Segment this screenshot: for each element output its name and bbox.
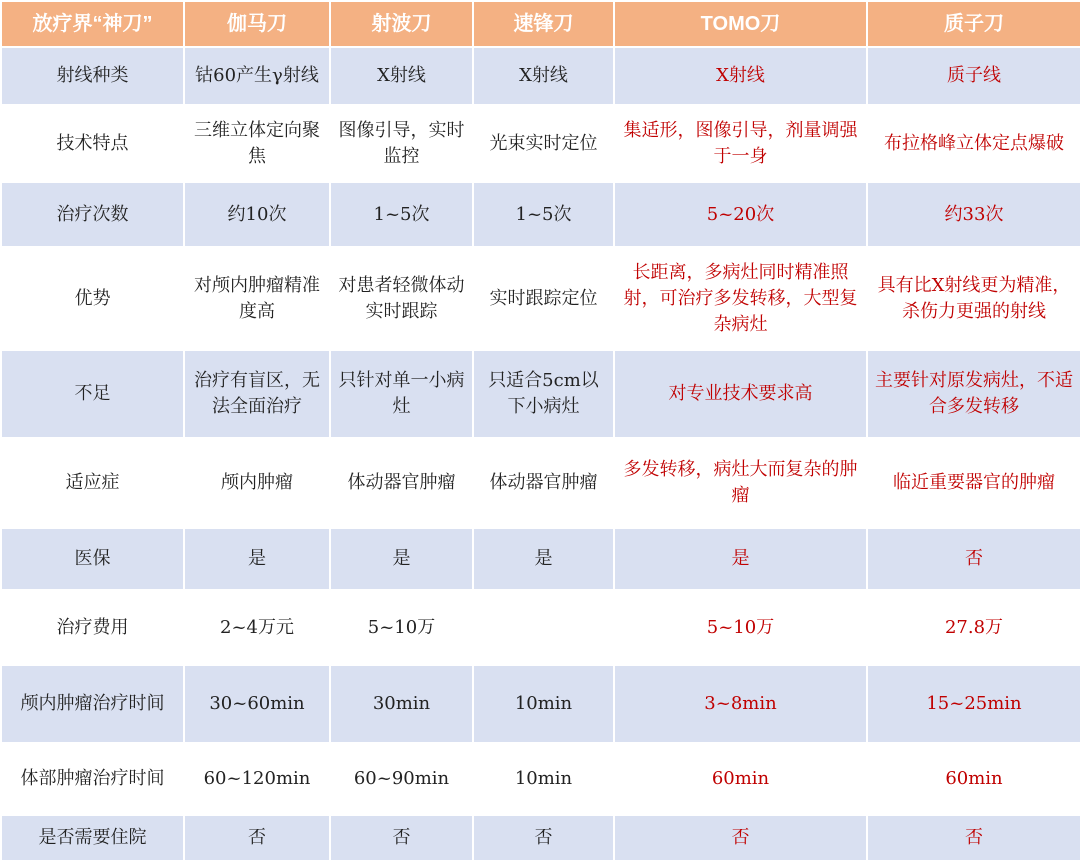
table-cell: 2~4万元 xyxy=(184,590,330,665)
table-row xyxy=(1,247,1080,350)
table-cell: 只适合5cm以下小病灶 xyxy=(473,350,614,438)
table-cell: 对患者轻微体动实时跟踪 xyxy=(330,247,473,350)
table-cell: 体动器官肿瘤 xyxy=(473,438,614,528)
table-row xyxy=(1,743,1080,815)
table-cell: 约10次 xyxy=(184,182,330,247)
row-label: 治疗费用 xyxy=(1,590,184,665)
row-label: 不足 xyxy=(1,350,184,438)
table-cell: 是 xyxy=(473,528,614,590)
table-cell: 否 xyxy=(867,528,1080,590)
table-cell: 具有比X射线更为精准，杀伤力更强的射线 xyxy=(867,247,1080,350)
table-cell: 颅内肿瘤 xyxy=(184,438,330,528)
table-cell: 实时跟踪定位 xyxy=(473,247,614,350)
table-row xyxy=(1,438,1080,528)
table-cell: 10min xyxy=(473,665,614,743)
row-label: 适应症 xyxy=(1,438,184,528)
table-row xyxy=(1,182,1080,247)
table-cell: 60min xyxy=(614,743,867,815)
table-cell: 1~5次 xyxy=(330,182,473,247)
column-header: 射波刀 xyxy=(330,1,473,47)
table-cell: 27.8万 xyxy=(867,590,1080,665)
row-label: 治疗次数 xyxy=(1,182,184,247)
table-row xyxy=(1,528,1080,590)
table-cell: 3~8min xyxy=(614,665,867,743)
table-cell: 60~120min xyxy=(184,743,330,815)
table-cell: 主要针对原发病灶，不适合多发转移 xyxy=(867,350,1080,438)
row-label: 医保 xyxy=(1,528,184,590)
column-header: 质子刀 xyxy=(867,1,1080,47)
table-cell: 是 xyxy=(184,528,330,590)
table-cell: 否 xyxy=(614,815,867,861)
table-cell: 多发转移，病灶大而复杂的肿瘤 xyxy=(614,438,867,528)
header-row xyxy=(1,1,1080,47)
column-header: TOMO刀 xyxy=(614,1,867,47)
row-label: 射线种类 xyxy=(1,47,184,105)
table-cell: 10min xyxy=(473,743,614,815)
table-cell: 60~90min xyxy=(330,743,473,815)
row-label: 是否需要住院 xyxy=(1,815,184,861)
column-header: 速锋刀 xyxy=(473,1,614,47)
table-cell: X射线 xyxy=(614,47,867,105)
table-row xyxy=(1,665,1080,743)
table-cell: 否 xyxy=(473,815,614,861)
table-row xyxy=(1,350,1080,438)
table-cell: 5~10万 xyxy=(330,590,473,665)
table-cell: 对颅内肿瘤精准度高 xyxy=(184,247,330,350)
table-cell: 是 xyxy=(614,528,867,590)
table-row xyxy=(1,47,1080,105)
table-cell: 光束实时定位 xyxy=(473,105,614,182)
table-cell: 体动器官肿瘤 xyxy=(330,438,473,528)
table-cell: 对专业技术要求高 xyxy=(614,350,867,438)
table-cell: 5~10万 xyxy=(614,590,867,665)
table-cell: 集适形，图像引导，剂量调强于一身 xyxy=(614,105,867,182)
table-cell: 布拉格峰立体定点爆破 xyxy=(867,105,1080,182)
table-cell: 否 xyxy=(184,815,330,861)
table-cell: 治疗有盲区，无法全面治疗 xyxy=(184,350,330,438)
table-cell: 60min xyxy=(867,743,1080,815)
table-cell: 约33次 xyxy=(867,182,1080,247)
table-row xyxy=(1,590,1080,665)
row-label: 技术特点 xyxy=(1,105,184,182)
table-cell: 5~20次 xyxy=(614,182,867,247)
table-cell: 1~5次 xyxy=(473,182,614,247)
table-cell: X射线 xyxy=(330,47,473,105)
column-header: 放疗界“神刀” xyxy=(1,1,184,47)
table-cell: 长距离，多病灶同时精准照射，可治疗多发转移，大型复杂病灶 xyxy=(614,247,867,350)
row-label: 体部肿瘤治疗时间 xyxy=(1,743,184,815)
table-cell: 图像引导，实时监控 xyxy=(330,105,473,182)
table-cell: 只针对单一小病灶 xyxy=(330,350,473,438)
table-cell xyxy=(473,590,614,665)
table-cell: 质子线 xyxy=(867,47,1080,105)
table-row xyxy=(1,815,1080,861)
table-cell: 否 xyxy=(330,815,473,861)
table-row xyxy=(1,105,1080,182)
row-label: 颅内肿瘤治疗时间 xyxy=(1,665,184,743)
table-cell: X射线 xyxy=(473,47,614,105)
table-cell: 30min xyxy=(330,665,473,743)
row-label: 优势 xyxy=(1,247,184,350)
table-cell: 是 xyxy=(330,528,473,590)
table-cell: 临近重要器官的肿瘤 xyxy=(867,438,1080,528)
table-cell: 15~25min xyxy=(867,665,1080,743)
column-header: 伽马刀 xyxy=(184,1,330,47)
table-cell: 30~60min xyxy=(184,665,330,743)
table-cell: 钴60产生γ射线 xyxy=(184,47,330,105)
table-cell: 三维立体定向聚焦 xyxy=(184,105,330,182)
table-cell: 否 xyxy=(867,815,1080,861)
